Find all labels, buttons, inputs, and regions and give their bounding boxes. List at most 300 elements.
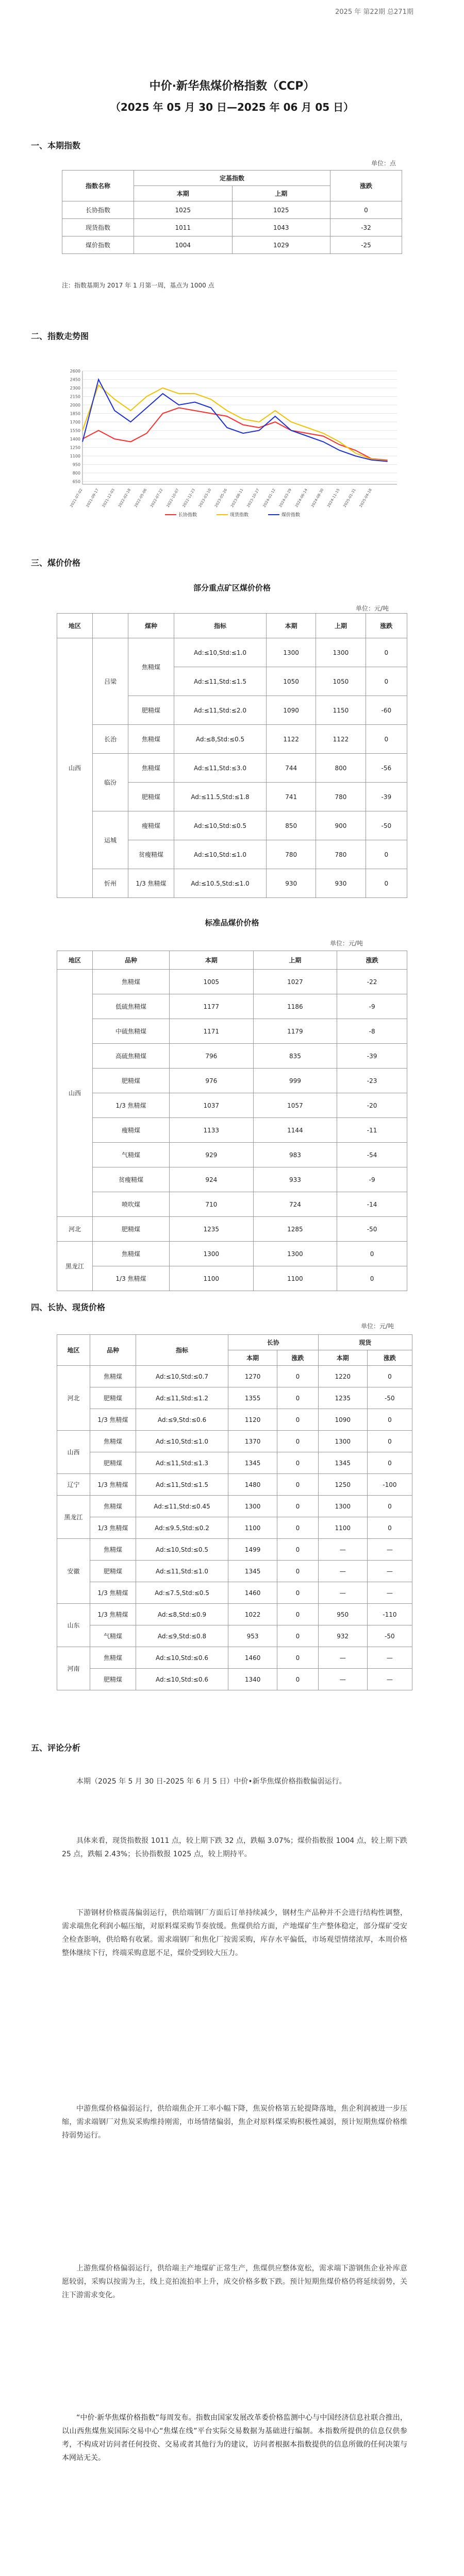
region-header-sub — [93, 614, 128, 638]
standard-change: 0 — [337, 1266, 407, 1291]
standard-change: -54 — [337, 1143, 407, 1167]
region-current: 1050 — [267, 667, 316, 696]
standard-unit: 单位：元/吨 — [330, 940, 363, 947]
region-area: 运城 — [93, 811, 128, 869]
standard-change: -14 — [337, 1192, 407, 1217]
region-spec: Ad:≤10.5,Std:≤1.0 — [174, 869, 267, 898]
region-spec: Ad:≤10,Std:≤0.5 — [174, 811, 267, 840]
contract-header-s-change: 涨跌 — [367, 1350, 412, 1366]
table-row — [57, 1167, 407, 1192]
region-current: 1300 — [267, 638, 316, 667]
index-header-change: 涨跌 — [330, 171, 402, 201]
spot-change: 0 — [367, 1517, 412, 1539]
contract-header-c-change: 涨跌 — [277, 1350, 318, 1366]
index-header-fixed: 定基指数 — [134, 171, 330, 186]
region-province: 山西 — [57, 638, 93, 898]
index-header-prev: 上期 — [232, 186, 330, 201]
contract-header-s-current: 本期 — [318, 1350, 367, 1366]
standard-type: 焦精煤 — [93, 1242, 170, 1266]
table-row — [57, 1242, 407, 1266]
region-prev: 780 — [316, 840, 366, 869]
region-prev: 780 — [316, 783, 366, 811]
contract-region: 安徽 — [57, 1539, 90, 1604]
table-row — [62, 219, 402, 236]
spot-current: — — [318, 1561, 367, 1582]
region-current: 1122 — [267, 725, 316, 754]
standard-region: 河北 — [57, 1217, 93, 1242]
x-tick-label: 2024-11-15 — [326, 488, 341, 509]
y-tick-label: 2150 — [70, 394, 80, 399]
index-change: -32 — [330, 219, 402, 236]
region-area: 忻州 — [93, 869, 128, 898]
standard-current: 924 — [170, 1167, 254, 1192]
y-tick-label: 800 — [72, 471, 80, 476]
contract-spec: Ad:≤10,Std:≤0.5 — [136, 1539, 228, 1561]
y-tick-label: 1250 — [70, 445, 80, 450]
table-row — [62, 236, 402, 254]
standard-type: 肥精煤 — [93, 1069, 170, 1093]
analysis-paragraph-6: “中价·新华焦煤价格指数”每周发布。指数由国家发展改革委价格监测中心与中国经济信息社联合推出，以山西焦煤焦炭国际交易中心“焦煤在线”平台实际交易数据为基础进行编制。本指数所提供的信息仅供参考，不构成对访问者任何投资、交易或者其他行为的建议，访问者根据本指数提供的信息所做的任何决策与本网站无关。 — [62, 2414, 407, 2462]
standard-type: 焦精煤 — [93, 970, 170, 994]
spot-current: 1100 — [318, 1517, 367, 1539]
standard-table-caption: 标准品煤价价格 — [205, 918, 259, 927]
index-prev: 1043 — [232, 219, 330, 236]
region-spec: Ad:≤11.5,Std:≤1.8 — [174, 783, 267, 811]
standard-change: -20 — [337, 1093, 407, 1118]
region-type: 瘦精煤 — [128, 811, 174, 840]
table-row — [57, 1625, 412, 1647]
contract-current: 1499 — [228, 1539, 277, 1561]
region-header-prev: 上期 — [316, 614, 366, 638]
contract-region: 黑龙江 — [57, 1496, 90, 1539]
region-spec: Ad:≤10,Std:≤1.0 — [174, 638, 267, 667]
region-current: 741 — [267, 783, 316, 811]
spot-current: 1220 — [318, 1366, 367, 1387]
region-spec: Ad:≤11,Std:≤3.0 — [174, 754, 267, 783]
spot-change: 0 — [367, 1452, 412, 1474]
x-tick-label: 2022-02-18 — [117, 488, 132, 509]
contract-current: 1370 — [228, 1431, 277, 1452]
contract-change: 0 — [277, 1561, 318, 1582]
standard-prev: 1186 — [253, 994, 337, 1019]
standard-current: 1177 — [170, 994, 254, 1019]
y-tick-label: 2000 — [70, 403, 80, 408]
standard-type: 中硫焦精煤 — [93, 1019, 170, 1044]
contract-header-c-current: 本期 — [228, 1350, 277, 1366]
table-row — [57, 1044, 407, 1069]
contract-change: 0 — [277, 1387, 318, 1409]
index-header-name: 指数名称 — [62, 171, 134, 201]
standard-type: 贫瘦精煤 — [93, 1167, 170, 1192]
y-tick-label: 1700 — [70, 420, 80, 425]
analysis-paragraph-2: 具体来看，现货指数报 1011 点，较上期下跌 32 点，跌幅 3.07%；煤价指数报 1004 点，较上期下跌 25 点，跌幅 2.43%；长协指数报 1025 点，较上期持平。 — [62, 1837, 407, 1858]
standard-change: -9 — [337, 994, 407, 1019]
contract-current: 1345 — [228, 1561, 277, 1582]
contract-region: 河北 — [57, 1366, 90, 1431]
region-type: 焦精煤 — [128, 638, 174, 696]
standard-region: 山西 — [57, 970, 93, 1217]
y-tick-label: 1100 — [70, 454, 80, 459]
spot-current: 950 — [318, 1604, 367, 1625]
table-row — [57, 869, 407, 898]
spot-change: — — [367, 1561, 412, 1582]
standard-header-change: 涨跌 — [337, 951, 407, 970]
standard-prev: 1144 — [253, 1118, 337, 1143]
contract-change: 0 — [277, 1582, 318, 1604]
contract-type: 1/3 焦精煤 — [90, 1582, 136, 1604]
x-tick-label: 2024-06-14 — [294, 488, 309, 509]
contract-change: 0 — [277, 1474, 318, 1496]
contract-header-contract: 长协 — [228, 1335, 319, 1350]
table-row — [57, 811, 407, 840]
contract-region: 河南 — [57, 1647, 90, 1690]
standard-prev: 1057 — [253, 1093, 337, 1118]
x-tick-label: 2023-08-11 — [230, 488, 244, 509]
standard-header-type: 品种 — [93, 951, 170, 970]
region-type: 肥精煤 — [128, 696, 174, 725]
standard-current: 710 — [170, 1192, 254, 1217]
table-row — [57, 1143, 407, 1167]
contract-region: 山西 — [57, 1431, 90, 1474]
contract-change: 0 — [277, 1366, 318, 1387]
y-tick-label: 2450 — [70, 377, 80, 382]
region-current: 930 — [267, 869, 316, 898]
analysis-paragraph-1: 本期（2025 年 5 月 30 日-2025 年 6 月 5 日）中价•新华焦煤价格指数偏弱运行。 — [76, 1777, 346, 1786]
table-row — [57, 1474, 412, 1496]
index-table — [62, 170, 402, 254]
contract-spec: Ad:≤9.5,Std:≤0.2 — [136, 1517, 228, 1539]
contract-type: 1/3 焦精煤 — [90, 1517, 136, 1539]
standard-change: -9 — [337, 1167, 407, 1192]
spot-current: 1300 — [318, 1496, 367, 1517]
standard-change: -11 — [337, 1118, 407, 1143]
contract-spec: Ad:≤10,Std:≤1.0 — [136, 1431, 228, 1452]
standard-header-region: 地区 — [57, 951, 93, 970]
standard-region: 黑龙江 — [57, 1242, 93, 1291]
standard-prev: 983 — [253, 1143, 337, 1167]
spot-change: 0 — [367, 1431, 412, 1452]
region-prev: 1300 — [316, 638, 366, 667]
contract-current: 1345 — [228, 1452, 277, 1474]
contract-header-region: 地区 — [57, 1335, 90, 1366]
contract-current: 1120 — [228, 1409, 277, 1431]
index-note: 注：指数基期为 2017 年 1 月第一周，基点为 1000 点 — [62, 282, 214, 289]
standard-prev: 724 — [253, 1192, 337, 1217]
table-row — [57, 1093, 407, 1118]
standard-change: 0 — [337, 1242, 407, 1266]
table-row — [57, 1561, 412, 1582]
standard-current: 1300 — [170, 1242, 254, 1266]
contract-type: 焦精煤 — [90, 1366, 136, 1387]
legend-label: 长协指数 — [178, 513, 197, 518]
region-current: 1090 — [267, 696, 316, 725]
y-tick-label: 2300 — [70, 386, 80, 391]
contract-change: 0 — [277, 1452, 318, 1474]
spot-current: 1235 — [318, 1387, 367, 1409]
table-row — [57, 1452, 412, 1474]
contract-spec: Ad:≤11,Std:≤0.45 — [136, 1496, 228, 1517]
standard-type: 喷吹煤 — [93, 1192, 170, 1217]
contract-current: 1340 — [228, 1669, 277, 1690]
section-title-price: 三、煤价价格 — [31, 558, 81, 568]
spot-current: 1300 — [318, 1431, 367, 1452]
region-type: 贫瘦精煤 — [128, 840, 174, 869]
table-row — [57, 1069, 407, 1093]
standard-current: 929 — [170, 1143, 254, 1167]
standard-current: 976 — [170, 1069, 254, 1093]
region-prev: 900 — [316, 811, 366, 840]
report-title: 中价·新华焦煤价格指数（CCP） — [149, 80, 315, 93]
x-tick-label: 2021-09-17 — [85, 488, 100, 509]
table-row — [57, 1217, 407, 1242]
standard-current: 796 — [170, 1044, 254, 1069]
table-row — [57, 1669, 412, 1690]
region-header-current: 本期 — [267, 614, 316, 638]
region-table — [57, 613, 407, 898]
x-tick-label: 2024-03-29 — [278, 488, 293, 509]
spot-current: — — [318, 1582, 367, 1604]
contract-region: 山东 — [57, 1604, 90, 1647]
contract-type: 焦精煤 — [90, 1431, 136, 1452]
spot-change: — — [367, 1647, 412, 1669]
table-row — [57, 1266, 407, 1291]
contract-change: 0 — [277, 1431, 318, 1452]
region-spec: Ad:≤11,Std:≤2.0 — [174, 696, 267, 725]
contract-type: 1/3 焦精煤 — [90, 1604, 136, 1625]
region-change: 0 — [366, 840, 407, 869]
table-row — [57, 970, 407, 994]
table-row — [57, 754, 407, 783]
contract-current: 1460 — [228, 1647, 277, 1669]
section-title-contract: 四、长协、现货价格 — [31, 1302, 106, 1312]
contract-change: 0 — [277, 1669, 318, 1690]
y-tick-label: 1550 — [70, 428, 80, 433]
x-tick-label: 2025-01-31 — [342, 488, 357, 509]
table-row — [57, 1387, 412, 1409]
analysis-paragraph-4: 中游焦煤价格偏弱运行，供给端焦企开工率小幅下降，焦炭价格第五轮提降落地，焦企利润被进一步压缩，需求端钢厂对焦炭采购维持刚需，市场情绪偏弱，焦企对原料煤采购积极性减弱，预计短期焦煤价格维持弱势运行。 — [62, 2105, 407, 2140]
section-title-analysis: 五、评论分析 — [31, 1743, 81, 1753]
region-current: 850 — [267, 811, 316, 840]
series-line-0 — [82, 408, 388, 461]
region-spec: Ad:≤11,Std:≤1.5 — [174, 667, 267, 696]
spot-current: — — [318, 1647, 367, 1669]
contract-spec: Ad:≤11,Std:≤1.2 — [136, 1387, 228, 1409]
contract-current: 1022 — [228, 1604, 277, 1625]
region-prev: 1122 — [316, 725, 366, 754]
standard-prev: 1027 — [253, 970, 337, 994]
standard-current: 1235 — [170, 1217, 254, 1242]
contract-table — [57, 1334, 412, 1690]
section-title-trend: 二、指数走势图 — [31, 331, 89, 341]
contract-current: 1300 — [228, 1496, 277, 1517]
contract-header-spot: 现货 — [318, 1335, 412, 1350]
region-unit: 单位：元/吨 — [356, 605, 389, 612]
index-name: 长协指数 — [62, 201, 134, 219]
standard-prev: 1100 — [253, 1266, 337, 1291]
analysis-paragraph-3: 下游钢材价格震荡偏弱运行，供给端钢厂方面后订单持续减少，钢材生产品种并不会进行结构性调整，需求端焦化利润小幅压缩，对原料煤采购节奏放缓。焦煤供给方面，产地煤矿生产整体稳定，部分煤矿受安全检查影响，供给略有收紧。需求端钢厂和焦化厂按需采购，库存水平偏低，市场观望情绪浓厚，本周价格整体继续下行，终端采购意愿不足，煤价受到较大压力。 — [62, 1909, 407, 1957]
spot-current: — — [318, 1669, 367, 1690]
x-tick-label: 2023-05-26 — [214, 488, 228, 509]
contract-current: 1480 — [228, 1474, 277, 1496]
region-header-area: 地区 — [57, 614, 93, 638]
spot-change: 0 — [367, 1409, 412, 1431]
contract-type: 焦精煤 — [90, 1647, 136, 1669]
contract-type: 1/3 焦精煤 — [90, 1474, 136, 1496]
spot-change: — — [367, 1539, 412, 1561]
table-row — [57, 638, 407, 667]
standard-change: -8 — [337, 1019, 407, 1044]
contract-change: 0 — [277, 1409, 318, 1431]
x-tick-label: 2022-07-22 — [150, 488, 164, 509]
region-change: -60 — [366, 696, 407, 725]
x-tick-label: 2023-03-10 — [197, 488, 212, 509]
region-current: 744 — [267, 754, 316, 783]
standard-type: 肥精煤 — [93, 1217, 170, 1242]
spot-change: -50 — [367, 1625, 412, 1647]
contract-spec: Ad:≤10,Std:≤0.7 — [136, 1366, 228, 1387]
table-row — [57, 1604, 412, 1625]
index-current: 1011 — [134, 219, 233, 236]
region-type: 焦精煤 — [128, 754, 174, 783]
contract-change: 0 — [277, 1647, 318, 1669]
spot-change: -110 — [367, 1604, 412, 1625]
standard-type: 1/3 焦精煤 — [93, 1093, 170, 1118]
spot-change: -100 — [367, 1474, 412, 1496]
x-tick-label: 2021-07-02 — [69, 488, 84, 509]
contract-header-type: 品种 — [90, 1335, 136, 1366]
standard-prev: 1300 — [253, 1242, 337, 1266]
x-tick-label: 2024-01-12 — [262, 488, 276, 509]
x-tick-label: 2025-04-18 — [358, 488, 373, 509]
spot-current: 1345 — [318, 1452, 367, 1474]
standard-current: 1037 — [170, 1093, 254, 1118]
spot-change: -50 — [367, 1387, 412, 1409]
contract-unit: 单位：元/吨 — [361, 1323, 394, 1330]
standard-header-current: 本期 — [170, 951, 254, 970]
standard-prev: 1285 — [253, 1217, 337, 1242]
contract-region: 辽宁 — [57, 1474, 90, 1496]
contract-type: 肥精煤 — [90, 1452, 136, 1474]
standard-type: 高硫焦精煤 — [93, 1044, 170, 1069]
contract-change: 0 — [277, 1604, 318, 1625]
contract-spec: Ad:≤10,Std:≤0.6 — [136, 1647, 228, 1669]
standard-type: 瘦精煤 — [93, 1118, 170, 1143]
table-row — [57, 994, 407, 1019]
contract-spec: Ad:≤11,Std:≤1.5 — [136, 1474, 228, 1496]
index-unit: 单位：点 — [371, 160, 396, 167]
contract-spec: Ad:≤7.5,Std:≤0.5 — [136, 1582, 228, 1604]
region-area: 临汾 — [93, 754, 128, 811]
region-change: -39 — [366, 783, 407, 811]
contract-current: 1270 — [228, 1366, 277, 1387]
contract-change: 0 — [277, 1625, 318, 1647]
contract-spec: Ad:≤11,Std:≤1.3 — [136, 1452, 228, 1474]
standard-current: 1005 — [170, 970, 254, 994]
contract-change: 0 — [277, 1517, 318, 1539]
analysis-paragraph-5: 上游焦煤价格偏弱运行，供给端主产地煤矿正常生产，焦煤供应整体宽松，需求端下游钢焦企业补库意愿较弱，采购以按需为主，线上竞拍流拍率上升，成交价格多数下跌。预计短期焦煤价格仍将延续弱势，关注下游需求变化。 — [62, 2264, 407, 2299]
region-area: 吕梁 — [93, 638, 128, 725]
contract-type: 肥精煤 — [90, 1669, 136, 1690]
index-prev: 1029 — [232, 236, 330, 254]
standard-change: -39 — [337, 1044, 407, 1069]
standard-type: 气精煤 — [93, 1143, 170, 1167]
contract-current: 953 — [228, 1625, 277, 1647]
region-header-type: 煤种 — [128, 614, 174, 638]
region-header-change: 涨跌 — [366, 614, 407, 638]
region-prev: 1050 — [316, 667, 366, 696]
index-name: 现货指数 — [62, 219, 134, 236]
issue-line: 2025 年 第22期 总271期 — [335, 8, 413, 16]
report-date-range: （2025 年 05 月 30 日—2025 年 06 月 05 日） — [110, 101, 354, 113]
standard-prev: 933 — [253, 1167, 337, 1192]
index-name: 煤价指数 — [62, 236, 134, 254]
spot-change: — — [367, 1582, 412, 1604]
trend-chart-svg — [62, 366, 402, 520]
y-tick-label: 950 — [72, 462, 80, 467]
spot-change: — — [367, 1669, 412, 1690]
standard-current: 1171 — [170, 1019, 254, 1044]
x-tick-label: 2021-12-03 — [101, 488, 116, 509]
region-change: 0 — [366, 869, 407, 898]
spot-current: 1090 — [318, 1409, 367, 1431]
table-row — [57, 1409, 412, 1431]
standard-prev: 999 — [253, 1069, 337, 1093]
x-tick-label: 2022-12-23 — [181, 488, 196, 509]
y-tick-label: 650 — [72, 479, 80, 484]
table-row — [57, 1118, 407, 1143]
x-tick-label: 2022-10-07 — [165, 488, 180, 509]
index-prev: 1025 — [232, 201, 330, 219]
table-row — [57, 1496, 412, 1517]
region-prev: 800 — [316, 754, 366, 783]
region-change: 0 — [366, 667, 407, 696]
contract-type: 焦精煤 — [90, 1539, 136, 1561]
spot-current: 932 — [318, 1625, 367, 1647]
table-row — [57, 1647, 412, 1669]
region-type: 1/3 焦精煤 — [128, 869, 174, 898]
region-spec: Ad:≤8,Std:≤0.5 — [174, 725, 267, 754]
contract-spec: Ad:≤9,Std:≤0.6 — [136, 1409, 228, 1431]
y-tick-label: 1850 — [70, 411, 80, 416]
contract-change: 0 — [277, 1539, 318, 1561]
table-row — [57, 1539, 412, 1561]
spot-current: 1250 — [318, 1474, 367, 1496]
contract-spec: Ad:≤10,Std:≤0.6 — [136, 1669, 228, 1690]
region-area: 长治 — [93, 725, 128, 754]
region-current: 780 — [267, 840, 316, 869]
table-row — [57, 1582, 412, 1604]
table-row — [57, 1431, 412, 1452]
x-tick-label: 2023-10-27 — [246, 488, 260, 509]
contract-current: 1355 — [228, 1387, 277, 1409]
standard-current: 1100 — [170, 1266, 254, 1291]
contract-type: 肥精煤 — [90, 1561, 136, 1582]
region-table-caption: 部分重点矿区煤价价格 — [193, 583, 271, 592]
standard-change: -22 — [337, 970, 407, 994]
spot-change: 0 — [367, 1366, 412, 1387]
standard-type: 1/3 焦精煤 — [93, 1266, 170, 1291]
spot-change: 0 — [367, 1496, 412, 1517]
standard-change: -23 — [337, 1069, 407, 1093]
region-spec: Ad:≤10,Std:≤1.0 — [174, 840, 267, 869]
table-row — [62, 201, 402, 219]
index-current: 1025 — [134, 201, 233, 219]
standard-current: 1133 — [170, 1118, 254, 1143]
table-row — [57, 1517, 412, 1539]
region-change: -56 — [366, 754, 407, 783]
contract-current: 1460 — [228, 1582, 277, 1604]
standard-header-prev: 上期 — [253, 951, 337, 970]
